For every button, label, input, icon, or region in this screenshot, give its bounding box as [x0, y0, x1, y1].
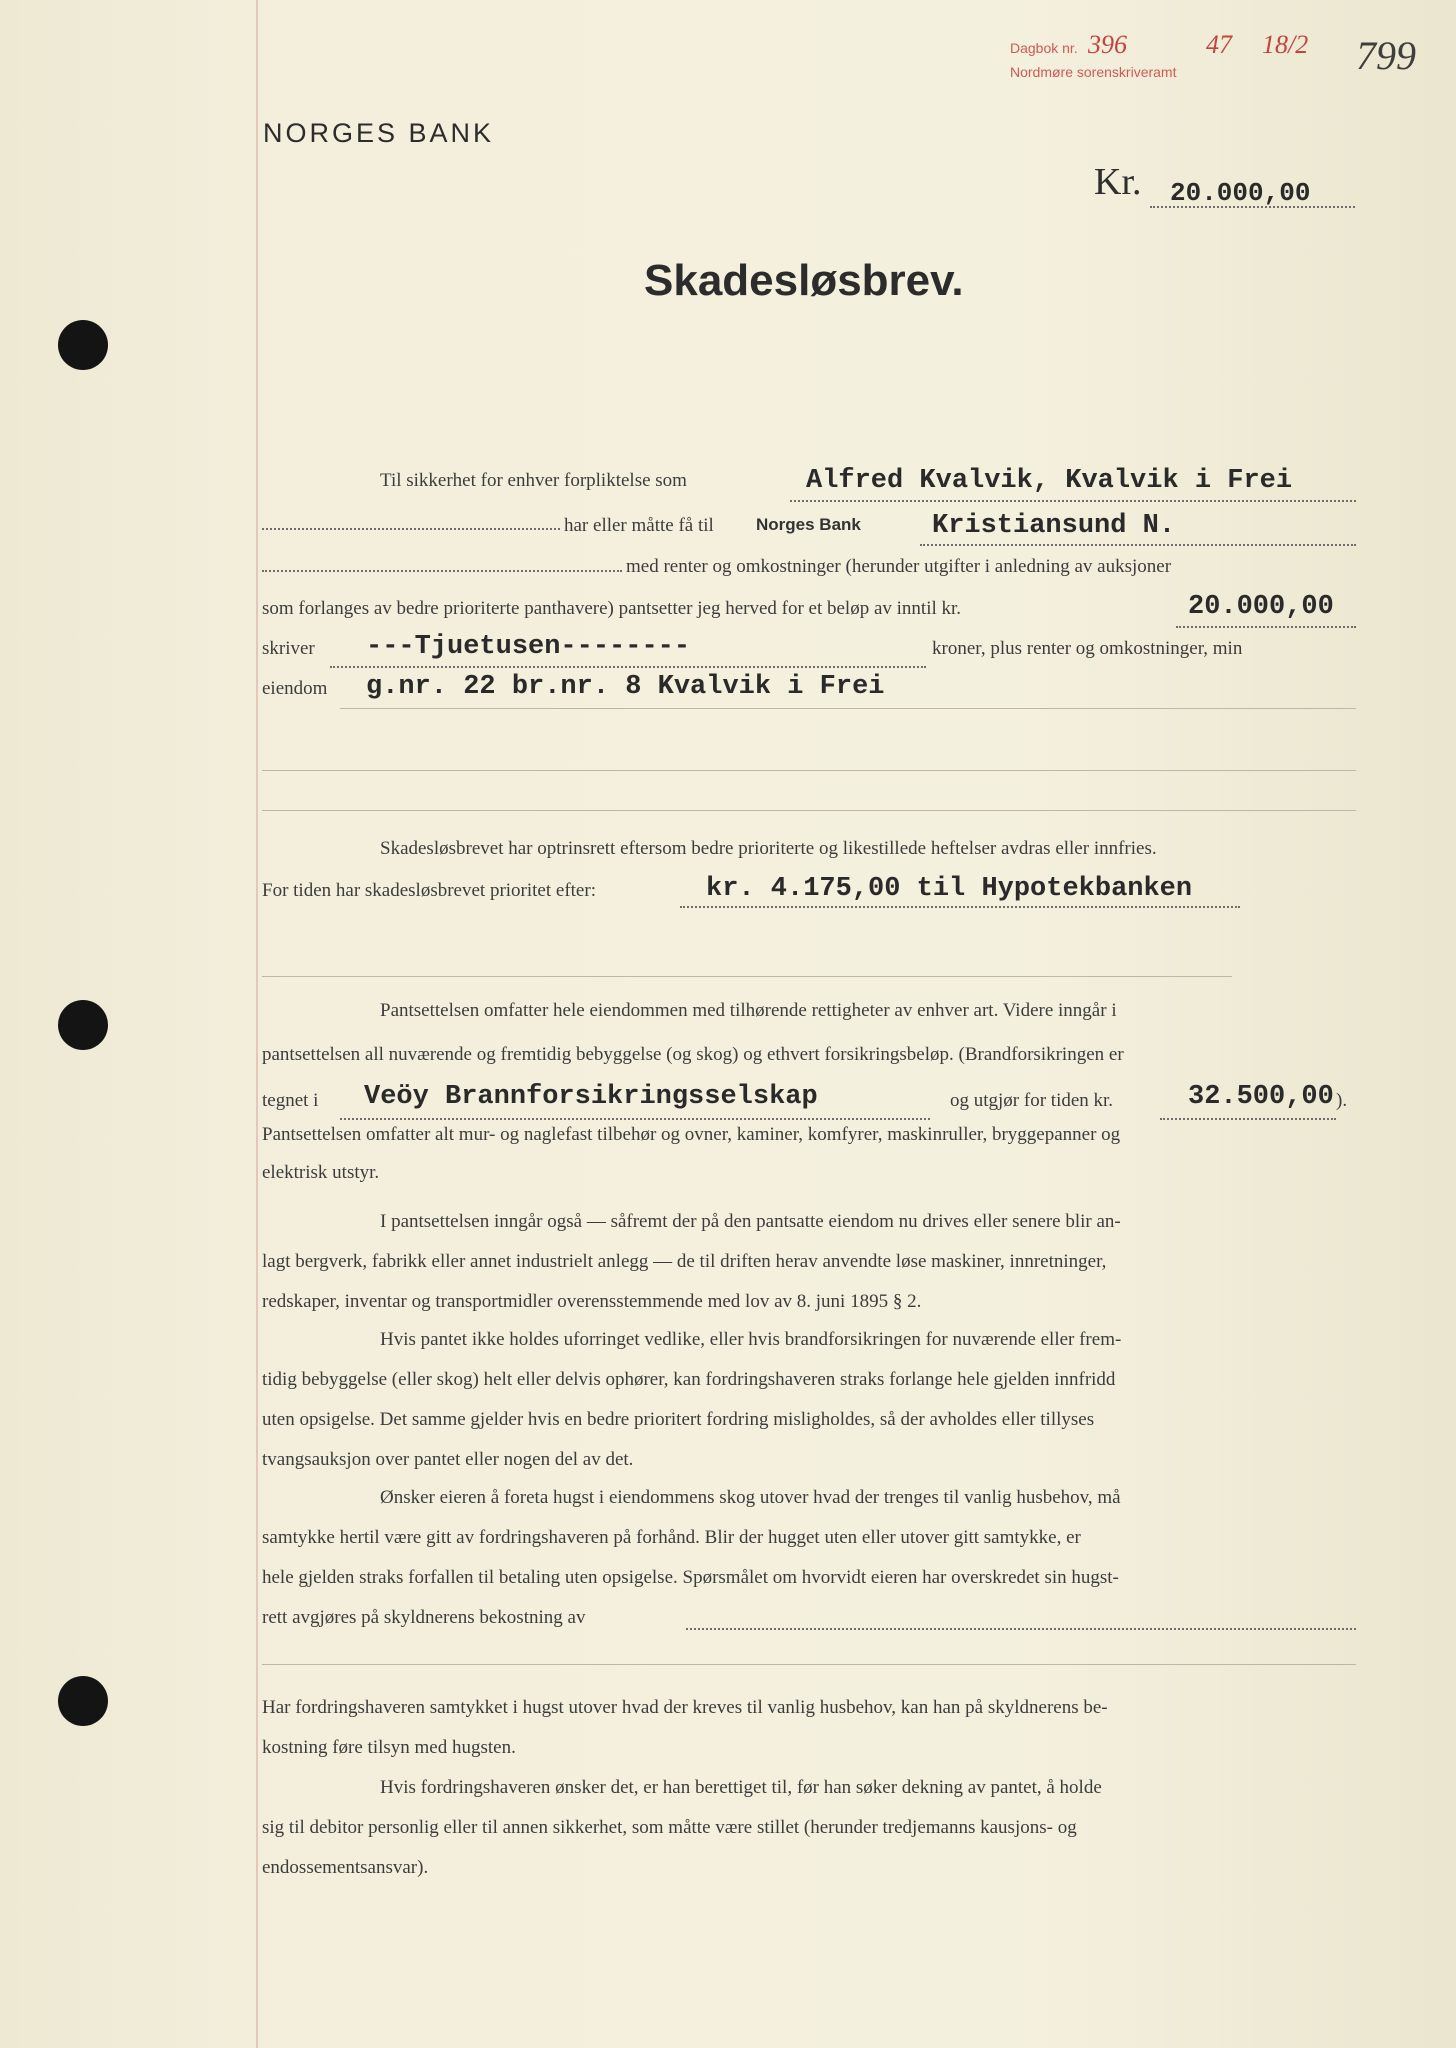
amount-label: Kr.: [1094, 161, 1142, 203]
paragraph-line: samtykke hertil være gitt av fordringshaveren på forhånd. Blir der hugget uten eller utover gitt samtykke, er: [262, 1527, 1081, 1548]
punch-hole: [58, 1676, 108, 1726]
registry-stamp-year: 47: [1206, 30, 1232, 59]
paragraph-line: Hvis pantet ikke holdes uforringet vedlike, eller hvis brandforsikringen for nuværende eller frem-: [380, 1329, 1122, 1350]
bank-name: NORGES BANK: [263, 118, 495, 148]
amount-words-line: [330, 666, 926, 668]
logging-line: [686, 1628, 1356, 1630]
amount-typed-line: [1176, 626, 1356, 628]
has-lead-line: [262, 528, 560, 530]
blank-line: [262, 976, 1232, 977]
paragraph-line: redskaper, inventar og transportmidler overensstemmende med lov av 8. juni 1895 § 2.: [262, 1291, 922, 1312]
tegnet-label: tegnet i: [262, 1090, 319, 1111]
amount-words: ---Tjuetusen--------: [366, 632, 691, 662]
paragraph-recourse: [262, 1772, 1102, 1884]
debtor-line: [790, 500, 1356, 502]
eiendom-label: eiendom: [262, 678, 328, 699]
paragraph-supervision: [262, 1692, 1108, 1764]
paragraph-line: sig til debitor personlig eller til annen sikkerhet, som måtte være stillet (herunder tredjemanns kausjons- og: [262, 1817, 1077, 1838]
priority-line: [680, 906, 1240, 908]
paragraph-line: kostning føre tilsyn med hugsten.: [262, 1737, 516, 1758]
document-title: Skadesløsbrev.: [644, 256, 964, 305]
blank-line: [262, 770, 1356, 771]
insured-amount-line: [1160, 1118, 1336, 1120]
kroner-text: kroner, plus renter og omkostninger, min: [932, 638, 1243, 659]
paragraph-line: lagt bergverk, fabrikk eller annet industrielt anlegg — de til driften herav anvendte løse maskiner, innretninger,: [262, 1251, 1107, 1272]
close-paren: ).: [1336, 1090, 1348, 1111]
amount-value: 20.000,00: [1170, 178, 1311, 208]
registry-stamp-line1: Dagbok nr.: [1010, 40, 1078, 56]
amount-underline: [1150, 206, 1355, 208]
blank-line: [262, 1664, 1356, 1665]
blank-line: [262, 810, 1356, 811]
paragraph-line: endossementsansvar).: [262, 1857, 429, 1878]
has-text: har eller måtte få til: [564, 515, 714, 536]
paragraph-line: I pantsettelsen inngår også — såfremt der på den pantsatte eiendom nu drives eller senere blir an-: [380, 1211, 1121, 1232]
insured-amount: 32.500,00: [1188, 1082, 1334, 1112]
amount-typed: 20.000,00: [1188, 592, 1334, 622]
paragraph-maintenance: [262, 1324, 1121, 1476]
branch-name: Kristiansund N.: [932, 511, 1176, 541]
debtor-name: Alfred Kvalvik, Kvalvik i Frei: [806, 466, 1293, 496]
priority-text: Skadesløsbrevet har optrinsrett eftersom bedre prioriterte og likestillede heftelser avdras eller innfries.: [380, 838, 1157, 859]
intro-text: Til sikkerhet for enhver forpliktelse som: [380, 470, 687, 491]
registry-stamp-number: 396: [1088, 30, 1127, 59]
folio-number: 799: [1356, 33, 1416, 78]
paragraph-line: tidig bebyggelse (eller skog) helt eller delvis ophører, kan fordringshaveren straks forlange hele gjelden innfridd: [262, 1369, 1116, 1390]
scope-text: elektrisk utstyr.: [262, 1162, 380, 1183]
paragraph-equipment: [262, 1206, 1121, 1318]
margin-rule: [256, 0, 258, 2048]
paragraph-logging: [262, 1482, 1121, 1634]
paragraph-line: Ønsker eieren å foreta hugst i eiendommens skog utover hvad der trenges til vanlig husbehov, må: [380, 1487, 1121, 1508]
priority-label: For tiden har skadesløsbrevet prioritet efter:: [262, 880, 596, 901]
paragraph-line: tvangsauksjon over pantet eller nogen del av det.: [262, 1449, 634, 1470]
insurer-name: Veöy Brannforsikringsselskap: [364, 1082, 818, 1112]
branch-line: [920, 544, 1356, 546]
scope-text: Pantsettelsen omfatter alt mur- og naglefast tilbehør og ovner, kaminer, komfyrer, maskinruller, bryggepanner og: [262, 1124, 1121, 1145]
punch-hole: [58, 320, 108, 370]
paragraph-line: Har fordringshaveren samtykket i hugst utover hvad der kreves til vanlig husbehov, kan han på skyldnerens be-: [262, 1697, 1108, 1718]
property-line: [340, 708, 1356, 709]
renter-lead-line: [262, 570, 622, 572]
forlanges-text: som forlanges av bedre prioriterte panthavere) pantsetter jeg herved for et beløp av inntil kr.: [262, 598, 962, 619]
property-description: g.nr. 22 br.nr. 8 Kvalvik i Frei: [366, 672, 885, 702]
scope-text: Pantsettelsen omfatter hele eiendommen med tilhørende rettigheter av enhver art. Videre inngår i: [380, 1000, 1117, 1021]
paragraph-line: Hvis fordringshaveren ønsker det, er han berettiget til, før han søker dekning av pantet, å holde: [380, 1777, 1102, 1798]
paragraph-line: rett avgjøres på skyldnerens bekostning av: [262, 1607, 586, 1628]
insurer-line: [340, 1118, 930, 1120]
scope-text: pantsettelsen all nuværende og fremtidig bebyggelse (og skog) og ethvert forsikringsbeløp. (Brandforsikringen er: [262, 1044, 1124, 1065]
priority-value: kr. 4.175,00 til Hypotekbanken: [706, 874, 1193, 904]
renter-text: med renter og omkostninger (herunder utgifter i anledning av auksjoner: [626, 556, 1172, 577]
registry-stamp-date: 18/2: [1262, 30, 1309, 59]
utgjor-text: og utgjør for tiden kr.: [950, 1090, 1114, 1111]
paragraph-line: hele gjelden straks forfallen til betaling uten opsigelse. Spørsmålet om hvorvidt eieren har overskredet sin hugst-: [262, 1567, 1119, 1588]
skriver-label: skriver: [262, 638, 315, 659]
bank-label: Norges Bank: [756, 515, 861, 534]
paragraph-line: uten opsigelse. Det samme gjelder hvis en bedre prioritert fordring misligholdes, så der avholdes eller tillyses: [262, 1409, 1095, 1430]
registry-stamp-line2: Nordmøre sorenskriveramt: [1010, 64, 1177, 80]
punch-hole: [58, 1000, 108, 1050]
